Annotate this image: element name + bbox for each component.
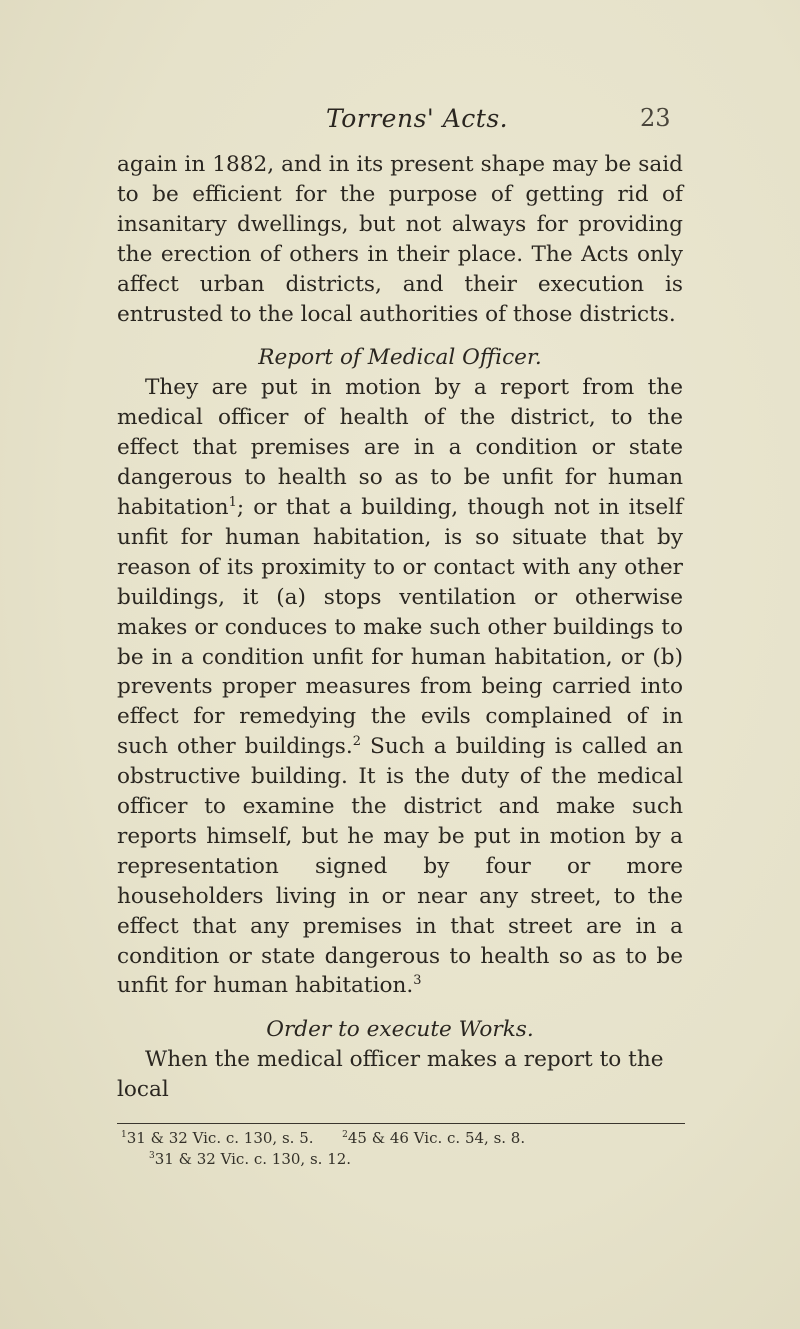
footnote-line-2	[117, 1149, 717, 1170]
report-text-b: ; or that a building, though not in itself unfit for human habitation, is so situate that by reason of its proximity to or contact with any other buildings, it (a) stops ventilation or otherwise makes or conduces to make such other buildings to be in a condition unfit for human habitation, or (b) prevents proper measures from being carried into effect for remedying the evils complained of in such other buildings.	[117, 494, 683, 760]
paragraph-order: When the medical officer makes a report to the local	[117, 1047, 664, 1103]
footnote-ref-3: 3	[413, 973, 422, 989]
footnote-number-2: 2	[342, 1130, 348, 1140]
section-heading-report: Report of Medical Officer.	[258, 345, 542, 371]
footnote-number-3: 3	[149, 1151, 155, 1161]
page-number: 23	[640, 104, 671, 132]
footnote-line-1	[117, 1128, 717, 1149]
footnote-text-3: 31 & 32 Vic. c. 130, s. 12.	[154, 1150, 352, 1168]
paragraph-intro: again in 1882, and in its present shape may be said to be efficient for the purpose of getting rid of insanitary dwellings, but not always for providing the erection of others in their place. The Acts only affect urban districts, and their execution is entrusted to the local authorities of those districts.	[117, 152, 683, 327]
body-text	[117, 150, 683, 1105]
footnote-text-1: 31 & 32 Vic. c. 130, s. 5.	[126, 1129, 314, 1147]
footnotes	[117, 1128, 717, 1170]
footnote-ref-2: 2	[352, 734, 361, 750]
footnote-ref-1: 1	[228, 494, 237, 510]
footnote-text-2: 45 & 46 Vic. c. 54, s. 8.	[347, 1129, 526, 1147]
report-text-c: Such a building is called an obstructive building. It is the duty of the medical officer to examine the district and make such reports himself, but he may be put in motion by a representation signed by four or more householders living in or near any street, to the effect that any premises in that street are in a condition or state dangerous to health so as to be unfit for human habitation.	[117, 734, 683, 999]
page-header	[0, 104, 800, 136]
section-heading-order: Order to execute Works.	[266, 1017, 534, 1043]
report-text-a: They are put in motion by a report from the medical officer of health of the district, to the effect that premises are in a condition or state dangerous to health so as to be unfit for human habitation	[117, 375, 683, 520]
paragraph-report	[117, 373, 683, 1001]
footnote-rule	[117, 1123, 685, 1124]
footnote-number-1: 1	[121, 1130, 127, 1140]
running-title: Torrens' Acts.	[326, 104, 509, 133]
